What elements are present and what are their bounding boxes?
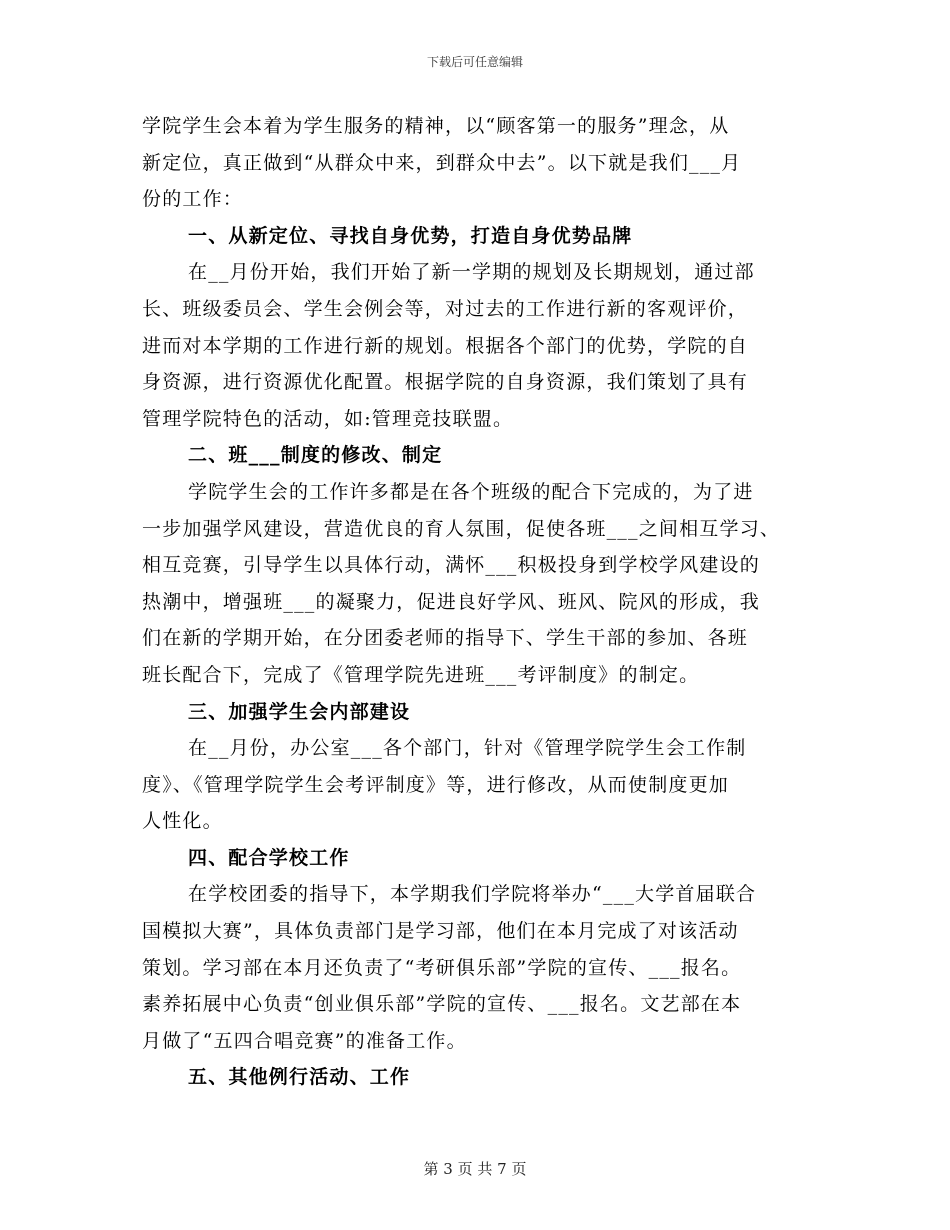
- text-line: 一步加强学风建设，营造优良的育人氛围，促使各班___之间相互学习、: [142, 517, 781, 540]
- text-line: 班长配合下，完成了《管理学院先进班___考评制度》的制定。: [142, 663, 700, 686]
- text-line: 新定位，真正做到“从群众中来，到群众中去”。以下就是我们___月: [142, 151, 742, 174]
- text-line: 在__月份，办公室___各个部门，针对《管理学院学生会工作制: [188, 737, 747, 760]
- document-body: [142, 108, 822, 1096]
- section-heading: 三、加强学生会内部建设: [188, 700, 411, 723]
- text-line: 在学校团委的指导下，本学期我们学院将举办“___大学首届联合: [188, 883, 757, 906]
- text-line: 学院学生会本着为学生服务的精神，以“顾客第一的服务”理念，从: [142, 115, 730, 137]
- section-heading: 四、配合学校工作: [188, 846, 350, 869]
- page-footer: 第 3 页 共 7 页: [423, 1160, 527, 1178]
- text-line: 度》、《管理学院学生会考评制度》等，进行修改，从而使制度更加: [142, 773, 730, 796]
- text-line: 管理学院特色的活动，如:管理竞技联盟。: [142, 407, 514, 430]
- text-line: 长、班级委员会、学生会例会等，对过去的工作进行新的客观评价，: [142, 297, 749, 320]
- text-line: 进而对本学期的工作进行新的规划。根据各个部门的优势，学院的自: [142, 334, 749, 357]
- section-heading: 二、班___制度的修改、制定: [188, 444, 443, 467]
- text-line: 学院学生会的工作许多都是在各个班级的配合下完成的，为了进: [188, 480, 754, 503]
- text-line: 国模拟大赛”，具体负责部门是学习部，他们在本月完成了对该活动: [142, 920, 739, 943]
- text-line: 人性化。: [142, 810, 223, 833]
- text-line: 在__月份开始，我们开始了新一学期的规划及长期规划，通过部: [188, 261, 755, 284]
- text-line: 身资源，进行资源优化配置。根据学院的自身资源，我们策划了具有: [142, 371, 749, 394]
- text-line: 份的工作：: [142, 188, 244, 211]
- text-line: 们在新的学期开始，在分团委老师的指导下、学生干部的参加、各班: [142, 627, 749, 650]
- page-header: 下载后可任意编辑: [426, 55, 523, 69]
- section-heading: 五、其他例行活动、工作: [188, 1066, 411, 1089]
- text-line: 热潮中，增强班___的凝聚力，促进良好学风、班风、院风的形成，我: [142, 590, 760, 613]
- text-line: 策划。学习部在本月还负责了“考研俱乐部”学院的宣传、___报名。: [142, 956, 742, 979]
- text-line: 月做了“五四合唱竞赛”的准备工作。: [142, 1029, 467, 1052]
- text-line: 相互竞赛，引导学生以具体行动，满怀___积极投身到学校学风建设的: [142, 554, 760, 577]
- text-line: 素养拓展中心负责“创业俱乐部”学院的宣传、___报名。文艺部在本: [142, 993, 742, 1016]
- section-heading: 一、从新定位、寻找自身优势，打造自身优势品牌: [188, 224, 633, 247]
